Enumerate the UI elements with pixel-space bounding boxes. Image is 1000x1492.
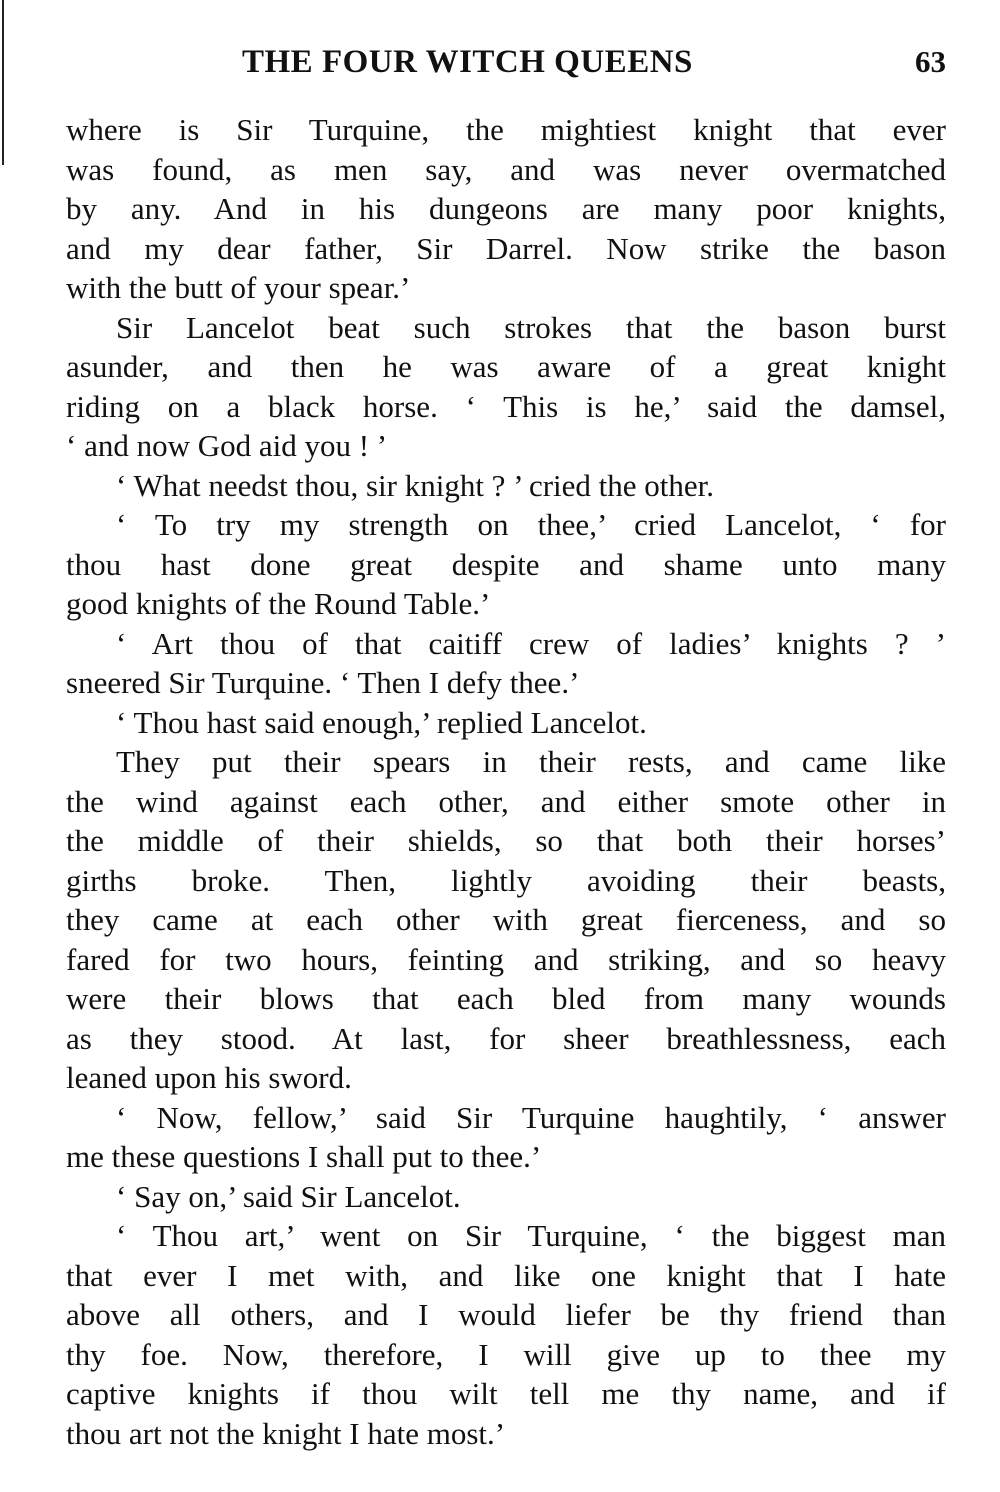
text-line: captive knights if thou wilt tell me thy name, and if [66, 1376, 946, 1411]
text-line: sneered Sir Turquine. ‘ Then I defy thee.’ [66, 665, 580, 700]
text-line: ‘ Say on,’ said Sir Lancelot. [116, 1178, 461, 1214]
text-line: the wind against each other, and either smote other in [66, 783, 946, 819]
text-line: thou art not the knight I hate most.’ [66, 1415, 506, 1451]
text-line: above all others, and I would liefer be thy friend than [66, 1297, 946, 1332]
text-line: asunder, and then he was aware of a great knight [66, 349, 946, 384]
text-line: They put their spears in their rests, and came like [116, 744, 946, 779]
page-edge-rule [2, 0, 4, 165]
text-line: that ever I met with, and like one knight that I hate [66, 1257, 946, 1293]
text-line: leaned upon his sword. [66, 1060, 352, 1095]
text-line: me these questions I shall put to thee.’ [66, 1139, 542, 1174]
page-number: 63 [915, 44, 946, 79]
text-line: where is Sir Turquine, the mightiest knight that ever [66, 112, 946, 147]
text-line: they came at each other with great fierceness, and so [66, 902, 946, 937]
text-line: as they stood. At last, for sheer breathlessness, each [66, 1020, 946, 1056]
text-line: was found, as men say, and was never overmatched [66, 151, 946, 187]
text-line: ‘ Now, fellow,’ said Sir Turquine haughtily, ‘ answer [116, 1099, 946, 1135]
text-line: ‘ What needst thou, sir knight ? ’ cried the other. [116, 467, 715, 503]
text-line: were their blows that each bled from many wounds [66, 981, 946, 1016]
body-text [66, 110, 946, 1453]
text-line: girths broke. Then, lightly avoiding their beasts, [66, 862, 946, 898]
text-line: good knights of the Round Table.’ [66, 586, 491, 621]
text-line: the middle of their shields, so that both their horses’ [66, 823, 946, 858]
running-title: THE FOUR WITCH QUEENS [242, 44, 693, 80]
text-line: Sir Lancelot beat such strokes that the bason burst [116, 309, 946, 345]
text-line: ‘ Thou hast said enough,’ replied Lancelot. [116, 704, 647, 740]
text-line: ‘ Thou art,’ went on Sir Turquine, ‘ the biggest man [116, 1218, 946, 1253]
text-line: riding on a black horse. ‘ This is he,’ said the damsel, [66, 388, 946, 424]
text-line: ‘ To try my strength on thee,’ cried Lancelot, ‘ for [116, 507, 946, 542]
text-line: ‘ Art thou of that caitiff crew of ladies’ knights ? ’ [116, 625, 946, 661]
text-line: with the butt of your spear.’ [66, 270, 411, 305]
text-line: ‘ and now God aid you ! ’ [66, 428, 388, 463]
running-head [66, 44, 946, 88]
text-line: and my dear father, Sir Darrel. Now strike the bason [66, 230, 946, 266]
text-line: by any. And in his dungeons are many poor knights, [66, 191, 946, 226]
text-line: thy foe. Now, therefore, I will give up to thee my [66, 1336, 946, 1372]
text-line: thou hast done great despite and shame unto many [66, 546, 946, 582]
text-line: fared for two hours, feinting and striking, and so heavy [66, 941, 946, 977]
